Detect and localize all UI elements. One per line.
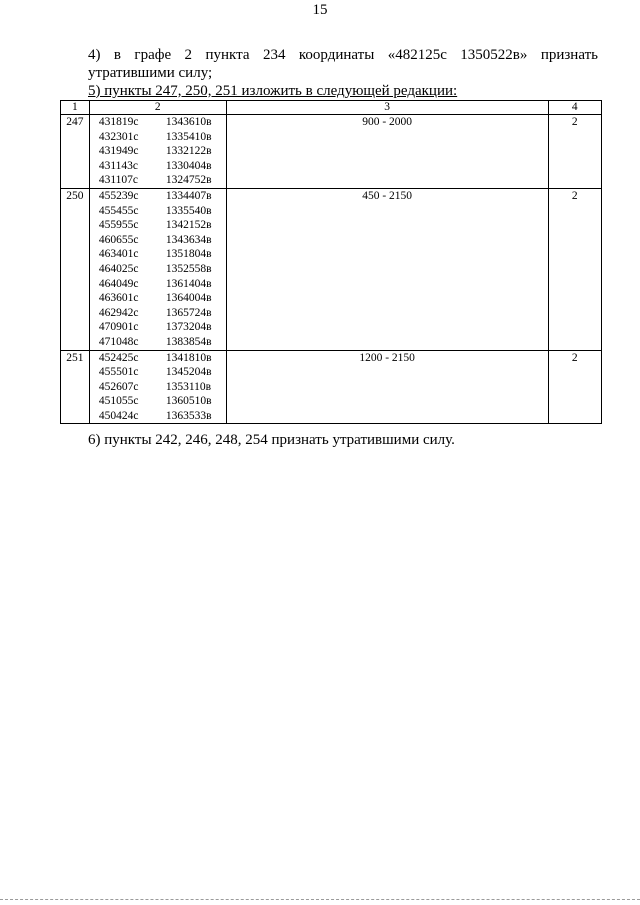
table-header-row bbox=[61, 101, 602, 115]
row-number-cell: 251 bbox=[61, 350, 90, 424]
paragraph-4-line-2: утратившими силу; bbox=[88, 65, 213, 81]
page-bottom-edge bbox=[0, 899, 640, 900]
coordinate-line bbox=[90, 320, 226, 335]
coordinate-line bbox=[90, 144, 226, 159]
coordinate-line bbox=[90, 351, 226, 366]
header-col-2: 2 bbox=[89, 101, 226, 115]
latitude-value: 463401с bbox=[98, 248, 139, 261]
longitude-value: 1383854в bbox=[165, 335, 212, 348]
latitude-value: 460655с bbox=[98, 233, 139, 246]
longitude-value: 1335540в bbox=[165, 204, 212, 217]
coordinate-line bbox=[90, 233, 226, 248]
latitude-value: 455455с bbox=[98, 204, 139, 217]
longitude-value: 1341810в bbox=[165, 351, 212, 364]
paragraph-5: 5) пункты 247, 250, 251 изложить в следующей редакции: bbox=[88, 83, 458, 99]
range-cell: 900 - 2000 bbox=[226, 115, 548, 189]
latitude-value: 455501с bbox=[98, 366, 139, 379]
latitude-value: 464025с bbox=[98, 262, 139, 275]
coordinate-line bbox=[90, 335, 226, 350]
latitude-value: 431107с bbox=[98, 174, 139, 187]
longitude-value: 1334407в bbox=[165, 189, 212, 202]
latitude-value: 451055с bbox=[98, 395, 139, 408]
longitude-value: 1330404в bbox=[165, 159, 212, 172]
header-col-4: 4 bbox=[548, 101, 601, 115]
longitude-value: 1332122в bbox=[165, 145, 212, 158]
coordinate-line bbox=[90, 380, 226, 395]
longitude-value: 1360510в bbox=[165, 395, 212, 408]
latitude-value: 471048с bbox=[98, 335, 139, 348]
coordinate-line bbox=[90, 204, 226, 219]
longitude-value: 1353110в bbox=[165, 380, 212, 393]
table-row bbox=[61, 115, 602, 189]
column-4-cell: 2 bbox=[548, 350, 601, 424]
longitude-value: 1343634в bbox=[165, 233, 212, 246]
longitude-value: 1364004в bbox=[165, 292, 212, 305]
longitude-value: 1365724в bbox=[165, 306, 212, 319]
coordinate-line bbox=[90, 365, 226, 380]
coordinate-line bbox=[90, 409, 226, 424]
coordinate-line bbox=[90, 247, 226, 262]
latitude-value: 432301с bbox=[98, 130, 139, 143]
longitude-value: 1335410в bbox=[165, 130, 212, 143]
table-row bbox=[61, 350, 602, 424]
header-col-3: 3 bbox=[226, 101, 548, 115]
coordinate-line bbox=[90, 306, 226, 321]
longitude-value: 1342152в bbox=[165, 219, 212, 232]
latitude-value: 431819с bbox=[98, 116, 139, 128]
coordinate-line bbox=[90, 115, 226, 130]
range-cell: 450 - 2150 bbox=[226, 188, 548, 350]
latitude-value: 431143с bbox=[98, 159, 139, 172]
coordinate-line bbox=[90, 291, 226, 306]
table-row bbox=[61, 188, 602, 350]
latitude-value: 455239с bbox=[98, 189, 139, 202]
coordinate-line bbox=[90, 277, 226, 292]
header-col-1: 1 bbox=[61, 101, 90, 115]
latitude-value: 464049с bbox=[98, 277, 139, 290]
paragraph-4-line-1: 4) в графе 2 пункта 234 координаты «482125с 1350522в» признать bbox=[88, 47, 598, 63]
row-number-cell: 247 bbox=[61, 115, 90, 189]
coordinates-table bbox=[60, 100, 602, 424]
column-4-cell: 2 bbox=[548, 115, 601, 189]
longitude-value: 1345204в bbox=[165, 366, 212, 379]
latitude-value: 463601с bbox=[98, 292, 139, 305]
latitude-value: 455955с bbox=[98, 219, 139, 232]
longitude-value: 1361404в bbox=[165, 277, 212, 290]
longitude-value: 1373204в bbox=[165, 321, 212, 334]
coordinate-line bbox=[90, 394, 226, 409]
coordinates-cell bbox=[89, 188, 226, 350]
coordinate-line bbox=[90, 130, 226, 145]
table-body bbox=[61, 115, 602, 424]
row-number-cell: 250 bbox=[61, 188, 90, 350]
latitude-value: 452607с bbox=[98, 380, 139, 393]
column-4-cell: 2 bbox=[548, 188, 601, 350]
latitude-value: 470901с bbox=[98, 321, 139, 334]
coordinate-line bbox=[90, 262, 226, 277]
paragraph-6: 6) пункты 242, 246, 248, 254 признать утратившими силу. bbox=[88, 432, 455, 448]
latitude-value: 431949с bbox=[98, 145, 139, 158]
page-number: 15 bbox=[312, 2, 328, 18]
coordinate-line bbox=[90, 189, 226, 204]
coordinates-cell bbox=[89, 350, 226, 424]
longitude-value: 1363533в bbox=[165, 409, 212, 422]
coordinate-line bbox=[90, 173, 226, 188]
longitude-value: 1343610в bbox=[165, 116, 212, 128]
coordinate-line bbox=[90, 218, 226, 233]
longitude-value: 1351804в bbox=[165, 248, 212, 261]
range-cell: 1200 - 2150 bbox=[226, 350, 548, 424]
latitude-value: 452425с bbox=[98, 351, 139, 364]
longitude-value: 1324752в bbox=[165, 174, 212, 187]
coordinates-cell bbox=[89, 115, 226, 189]
coordinate-line bbox=[90, 159, 226, 174]
longitude-value: 1352558в bbox=[165, 262, 212, 275]
latitude-value: 462942с bbox=[98, 306, 139, 319]
latitude-value: 450424с bbox=[98, 409, 139, 422]
